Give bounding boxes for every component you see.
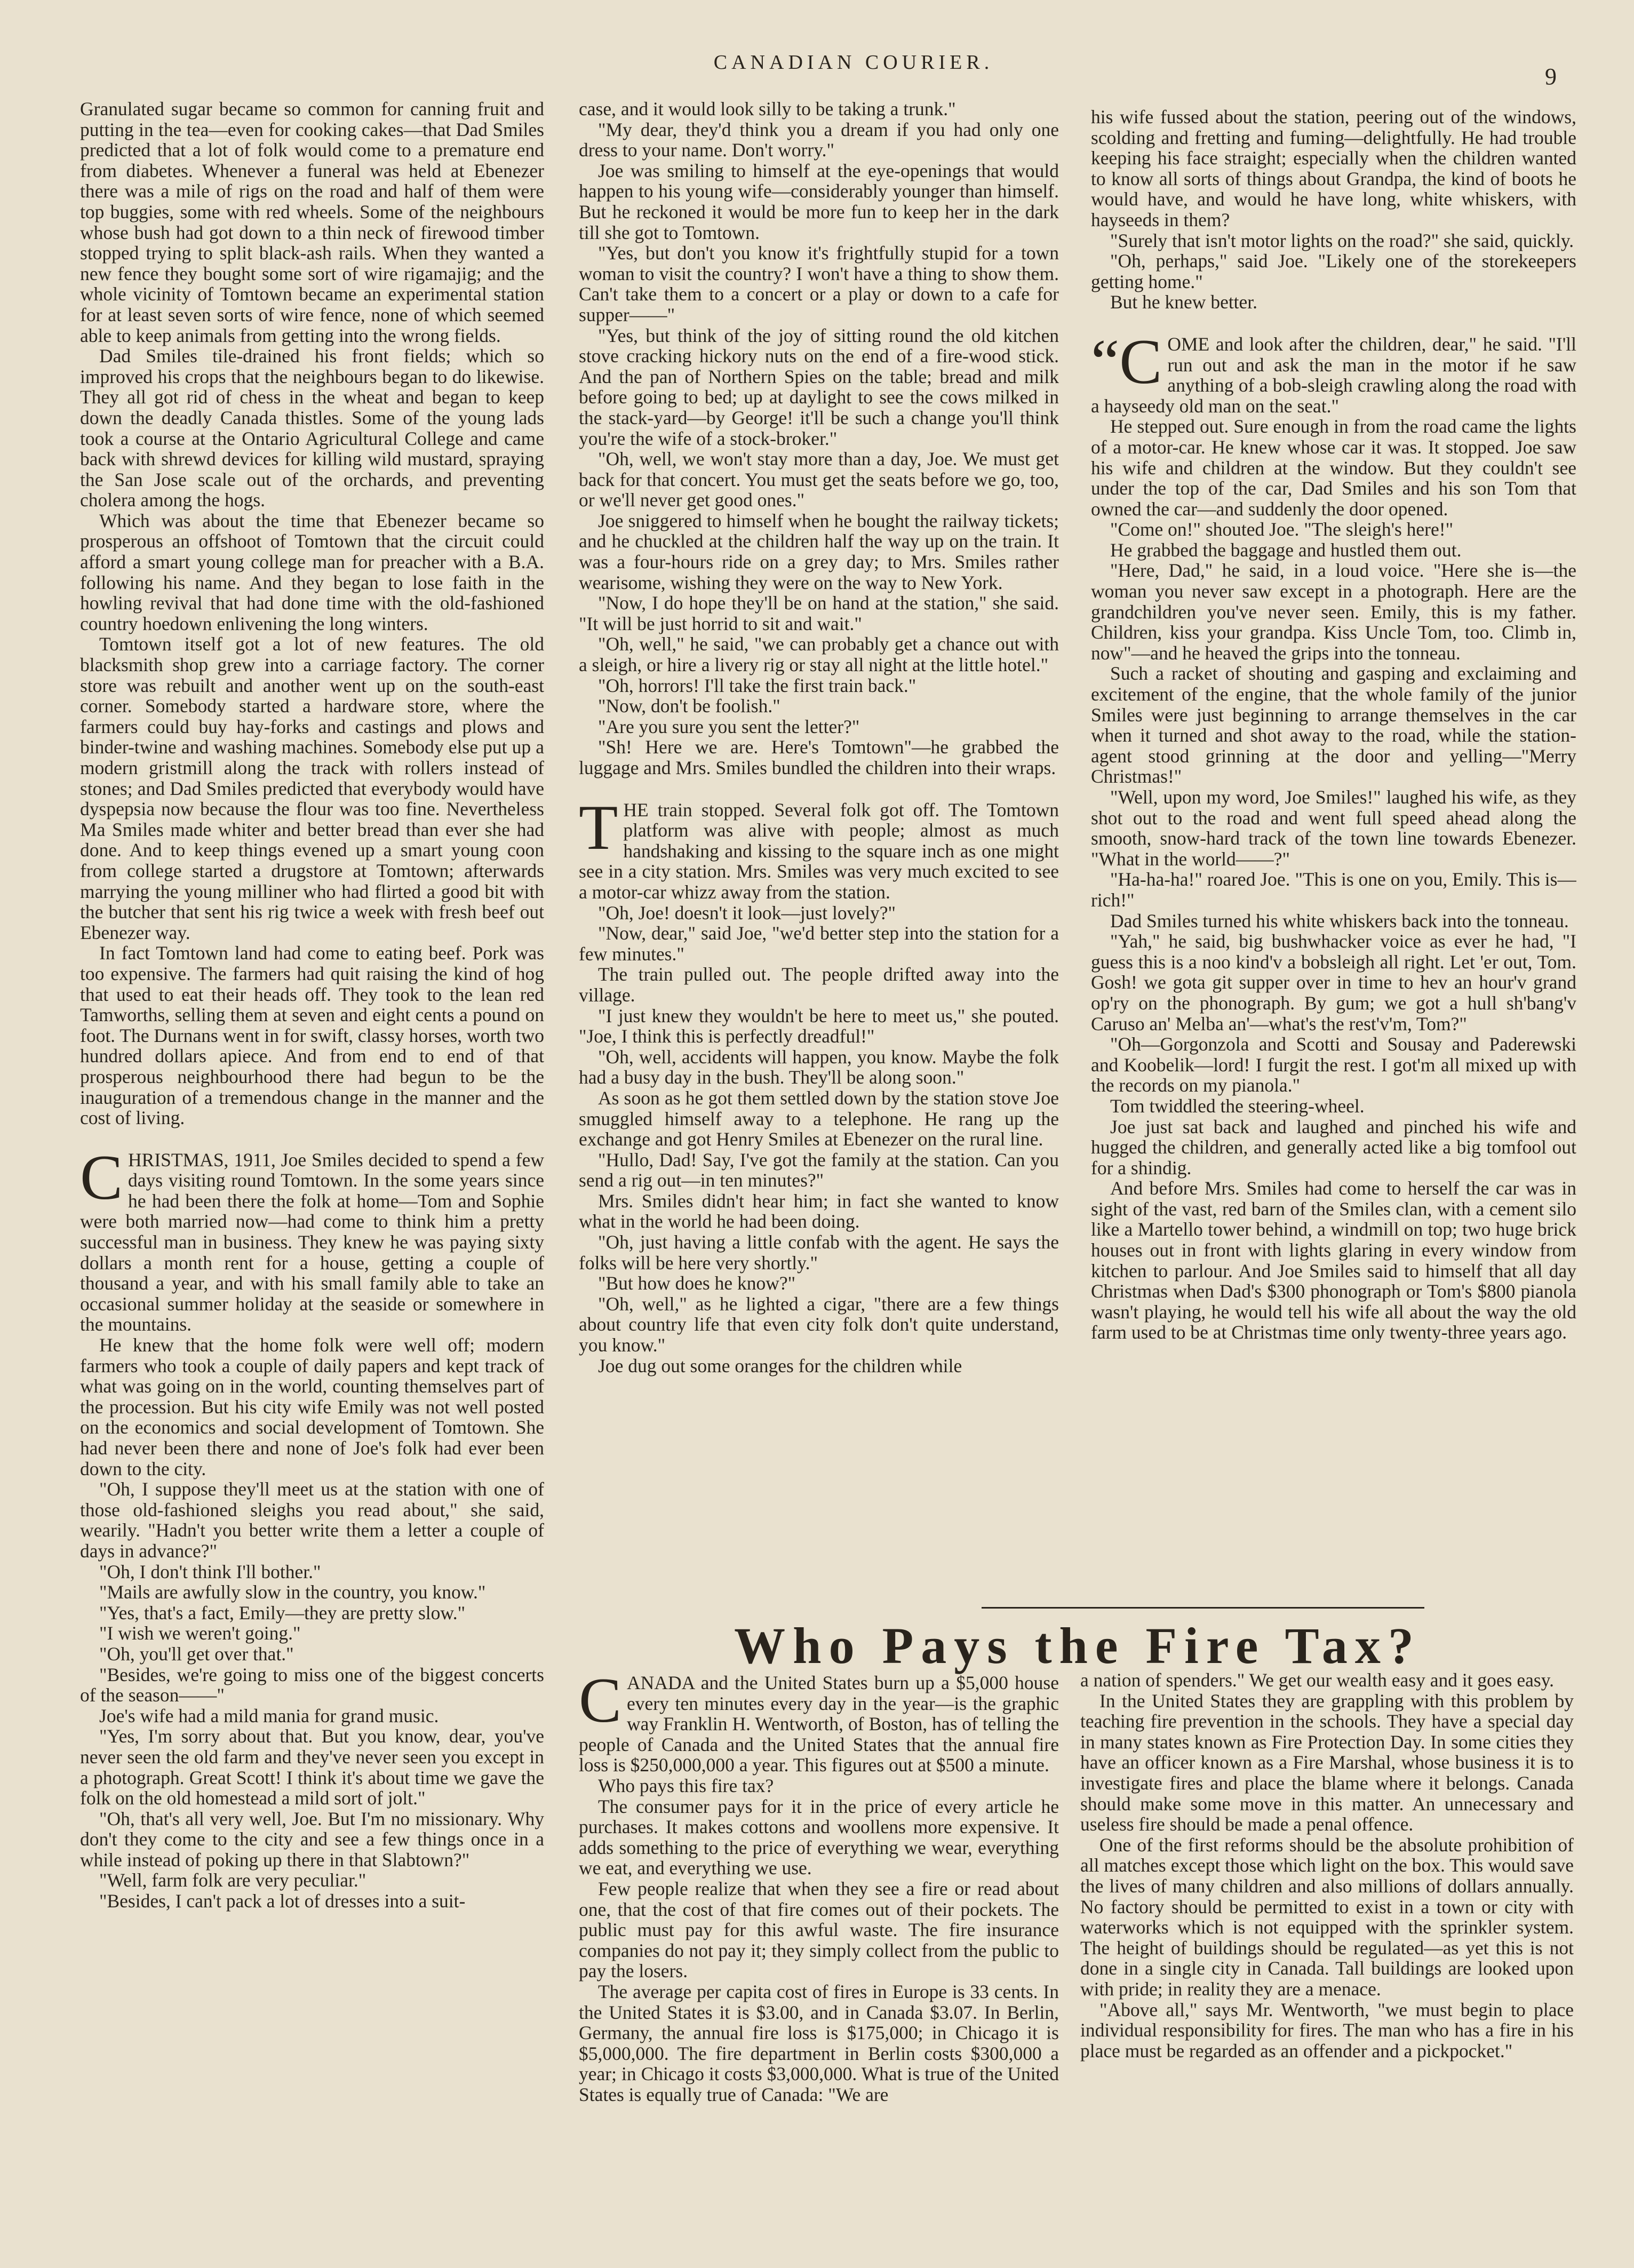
paragraph: Granulated sugar became so common for canning fruit and putting in the tea—even for cooking cakes—that Dad Smiles predicted that a lot of folk would come to a premature end from diabetes. Whenever a funeral was held at Ebenezer there was a mile of rigs on the road and half of them were top buggies, some with red wheels. Some of the neighbours whose bush had got down to a thin neck of firewood timber stopped trying to split black-ash rails. When they wanted a new fence they bought some sort of wire rigamajig; and the whole vicinity of Tomtown became an experimental station for at least seven sorts of wire fence, none of which seemed able to keep animals from getting into the wrong fields. — [80, 99, 544, 346]
paragraph: "Ha-ha-ha!" roared Joe. "This is one on you, Emily. This is—rich!" — [1091, 869, 1576, 911]
article-column-2 — [1080, 1670, 1574, 2235]
paragraph: "Here, Dad," he said, in a loud voice. "Here she is—the woman you never saw except in a photograph. Here are the grandchildren you've never seen. Emily, this is my father. Children, kiss your grandpa. Kiss Uncle Tom, too. Climb in, now"—and he heaved the grips into the tonneau. — [1091, 560, 1576, 664]
paragraph: "Oh, I suppose they'll meet us at the station with one of those old-fashioned sleighs you read about," she said, wearily. "Hadn't you better write them a letter a couple of days in advance?" — [80, 1478, 544, 1562]
article-column-1 — [579, 1673, 1059, 2238]
paragraph: his wife fussed about the station, peering out of the windows, scolding and fretting and fuming—delightfully. He had trouble keeping his face straight; especially when the children wanted to know all sorts of things about Grandpa, the kind of boots he would have, and would he have long, white whiskers, with hayseeds in them? — [1091, 107, 1576, 230]
paragraph: "Yes, but think of the joy of sitting round the old kitchen stove cracking hickory nuts on the end of a fire-wood stick. And the pan of Northern Spies on the table; bread and milk before going to bed; up at daylight to see the cows milked in the stack-yard—by George! it'll be such a change you'll think you're the wife of a stock-broker." — [579, 324, 1059, 449]
paragraph: Joe just sat back and laughed and pinched his wife and hugged the children, and generally acted like a big tomfool out for a shindig. — [1091, 1116, 1576, 1179]
paragraph: The average per capita cost of fires in Europe is 33 cents. In the United States it is $3.00, and in Canada $3.07. In Berlin, Germany, the annual fire loss is $175,000; in Chicago it is $5,000,000. The fire department in Berlin costs $300,000 a year; in Chicago it costs $3,000,000. What is true of the United States is equally true of Canada: "We are — [579, 1980, 1059, 2105]
story-column-2 — [579, 99, 1059, 1603]
drop-cap: C — [80, 1141, 123, 1213]
paragraph: "Now, dear," said Joe, "we'd better step into the station for a few minutes." — [579, 922, 1059, 965]
paragraph: "Yes, but don't you know it's frightfully stupid for a town woman to visit the country? I won't have a thing to show them. Can't take them to a concert or a play or down to a cafe for supper——" — [579, 242, 1059, 325]
paragraph: "Oh, well," he said, "we can probably get a chance out with a sleigh, or hire a livery rig or stay all night at the little hotel." — [579, 633, 1059, 676]
paragraph: "Oh, just having a little confab with the agent. He says the folks will be here very shortly." — [579, 1231, 1059, 1274]
section-text: ANADA and the United States burn up a $5,000 house every ten minutes every day in the year—is the graphic way Franklin H. Wentworth, of Boston, has of telling the people of Canada and the United States that the annual fire loss is $250,000,000 a year. This figures out at $500 a minute. — [579, 1673, 1059, 1776]
paragraph: In the United States they are grappling with this problem by teaching fire prevention in the schools. They have a special day in many states known as Fire Protection Day. In some cities they have an officer known as a Fire Marshal, whose business it is to investigate fires and place the blame where it belongs. Canada should make some move in this matter. An unnecessary and useless fire should be made a penal offence. — [1080, 1690, 1574, 1835]
paragraph: Dad Smiles turned his white whiskers back into the tonneau. — [1110, 910, 1569, 932]
paragraph: "I just knew they wouldn't be here to meet us," she pouted. "Joe, I think this is perfectly dreadful!" — [579, 1005, 1059, 1047]
paragraph: Such a racket of shouting and gasping and exclaiming and excitement of the engine, that the whole family of the junior Smiles were just beginning to arrange themselves in the car when it turned and shot away to the road, while the station-agent stood grinning at the door and yelling—"Merry Christmas!" — [1091, 663, 1576, 787]
paragraph: "Oh, horrors! I'll take the first train back." — [598, 674, 916, 696]
section-paragraph — [579, 791, 1059, 903]
paragraph: "Oh, you'll get over that." — [99, 1643, 294, 1665]
paragraph: Tom twiddled the steering-wheel. — [1110, 1095, 1365, 1117]
paragraph: "Oh—Gorgonzola and Scotti and Sousay and Paderewski and Koobelik—lord! I furgit the rest. I got'm all mixed up with the records on my pianola." — [1091, 1033, 1576, 1096]
paragraph: "Besides, I can't pack a lot of dresses into a suit- — [99, 1890, 466, 1912]
paragraph: "Are you sure you sent the letter?" — [598, 715, 860, 737]
paragraph: "But how does he know?" — [598, 1272, 796, 1294]
section-paragraph — [1091, 325, 1576, 417]
paragraph: "Now, I do hope they'll be on hand at the station," she said. "It will be just horrid to sit and wait." — [579, 592, 1059, 634]
drop-cap: T — [579, 791, 618, 863]
paragraph: "Surely that isn't motor lights on the road?" she said, quickly. — [1110, 229, 1574, 251]
paragraph: He knew that the home folk were well off; modern farmers who took a couple of daily papers and kept track of what was going on in the world, counting themselves part of the procession. But his city wife Emily was not well posted on the economics and social development of Tomtown. She had never been there and none of Joe's folk had ever been down to the city. — [80, 1334, 544, 1479]
paragraph: "Oh, well," as he lighted a cigar, "there are a few things about country life that even city folk don't quite understand, you know." — [579, 1293, 1059, 1356]
paragraph: "Oh, that's all very well, Joe. But I'm no missionary. Why don't they come to the city and see a few things once in a while instead of poking up there in that Slabtown?" — [80, 1808, 544, 1871]
paragraph: "Well, upon my word, Joe Smiles!" laughed his wife, as they shot out to the road and went full speed ahead along the smooth, snow-hard track of the town line towards Ebenezer. "What in the world——?" — [1091, 786, 1576, 870]
paragraph: Which was about the time that Ebenezer became so prosperous an offshoot of Tomtown that the circuit could afford a smart young college man for preacher with a B.A. following his name. And they began to lose faith in the howling revival that had done time with the old-fashioned country hoedown enlivening the long winters. — [80, 510, 544, 634]
paragraph: "Oh, perhaps," said Joe. "Likely one of the storekeepers getting home." — [1091, 250, 1576, 292]
section-paragraph — [579, 1673, 1059, 1776]
paragraph: Joe dug out some oranges for the children while — [598, 1355, 962, 1376]
section-divider — [982, 1607, 1424, 1609]
paragraph: case, and it would look silly to be taking a trunk." — [579, 99, 956, 120]
paragraph: "Come on!" shouted Joe. "The sleigh's here!" — [1110, 519, 1454, 540]
paragraph: "Well, farm folk are very peculiar." — [99, 1869, 366, 1891]
drop-cap: “C — [1091, 325, 1162, 397]
paragraph: As soon as he got them settled down by the station stove Joe smuggled himself away to a telephone. He rang up the exchange and got Henry Smiles at Ebenezer on the rural line. — [579, 1087, 1059, 1150]
paragraph: "Oh, Joe! doesn't it look—just lovely?" — [598, 902, 896, 924]
paragraph: Tomtown itself got a lot of new features. The old blacksmith shop grew into a carriage factory. The corner store was rebuilt and another went up on the south-east corner. Somebody started a hardware store, where the farmers could buy hay-forks and castings and plows and binder-twine and washing machines. Somebody else put up a modern gristmill along the track with rollers instead of stones; and Dad Smiles predicted that everybody would have dyspepsia now because the flour was too fine. Nevertheless Ma Smiles made whiter and better bread than ever she had done. And to keep things evened up a smart young coon from college started a drugstore at Tomtown; afterwards marrying the young milliner who had flirted a good bit with the butcher that sent his rig twice a week with fresh beef out Ebenezer way. — [80, 633, 544, 943]
paragraph: Dad Smiles tile-drained his front fields; which so improved his crops that the neighbours began to do likewise. They all got rid of chess in the wheat and began to keep down the deadly Canada thistles. Some of the young lads took a course at the Ontario Agricultural College and came back with shrewd devices for killing wild mustard, spraying the San Jose scale out of the orchards, and preventing cholera among the hogs. — [80, 345, 544, 511]
paragraph: "Now, don't be foolish." — [598, 695, 780, 717]
paragraph: Who pays this fire tax? — [598, 1774, 774, 1796]
paragraph: Joe was smiling to himself at the eye-openings that would happen to his young wife—considerably younger than himself. But he reckoned it would be more fun to keep her in the dark till she got to Tomtown. — [579, 160, 1059, 243]
paragraph: "My dear, they'd think you a dream if you had only one dress to your name. Don't worry." — [579, 118, 1059, 161]
paragraph: He grabbed the baggage and hustled them out. — [1110, 539, 1462, 561]
paragraph: "I wish we weren't going." — [99, 1622, 301, 1644]
paragraph: "Above all," says Mr. Wentworth, "we must begin to place individual responsibility for fires. The man who has a fire in his place must be regarded as an offender and a pickpocket." — [1080, 1999, 1574, 2062]
running-head: CANADIAN COURIER. — [713, 51, 994, 74]
paragraph: "Oh, I don't think I'll bother." — [99, 1561, 321, 1582]
paragraph: "Yah," he said, big bushwhacker voice as ever he had, "I guess this is a noo kind'v a bobsleigh all right. Let 'er out, Tom. Gosh! we gota git supper over in time to hev an hour'v grand op'ry on the phonograph. By gum; we got a hull sh'bang'v Caruso an' Melba an'—what's the rest'v'm, Tom?" — [1091, 930, 1576, 1034]
paragraph: In fact Tomtown land had come to eating beef. Pork was too expensive. The farmers had quit raising the kind of hog that used to eat their heads off. They took to the lean red Tamworths, selling them at seven and eight cents a pound on foot. The Durnans went in for swift, classy horses, worth two hundred dollars apiece. And from end to end of that prosperous neighbourhood there had begun to be the inauguration of a tremendous change in the manner and the cost of living. — [80, 942, 544, 1129]
section-paragraph — [80, 1141, 544, 1335]
paragraph: Joe's wife had a mild mania for grand music. — [99, 1705, 439, 1726]
paragraph: One of the first reforms should be the absolute prohibition of all matches except those which light on the box. This would save the lives of many children and also millions of dollars annually. No factory should be permitted to exist in a town or city with waterworks which is not equipped with the sprinkler system. The height of buildings should be regulated—as yet this is not done in a single city in Canada. Tall buildings are looked upon with pride; in reality they are a menace. — [1080, 1834, 1574, 2000]
paragraph: "Oh, well, we won't stay more than a day, Joe. We must get back for that concert. You must get the seats before we go, too, or we'll never get good ones." — [579, 448, 1059, 511]
section-text: HRISTMAS, 1911, Joe Smiles decided to spend a few days visiting round Tomtown. In the some years since he had been there the folk at home—Tom and Sophie were both married now—had come to think him a pretty successful man in business. They knew he was paying sixty dollars a month rent for a house, getting a couple of thousand a year, and with his small family able to take an occasional summer holiday at the seaside or somewhere in the mountains. — [80, 1149, 544, 1335]
paragraph: a nation of spenders." We get our wealth easy and it goes easy. — [1080, 1670, 1555, 1691]
paragraph: "Oh, well, accidents will happen, you know. Maybe the folk had a busy day in the bush. They'll be along soon." — [579, 1046, 1059, 1088]
paragraph: Few people realize that when they see a fire or read about one, that the cost of that fire comes out of their pockets. The public must pay for this awful waste. The fire insurance companies do not pay it; they simply collect from the public to pay the losers. — [579, 1877, 1059, 1982]
paragraph: And before Mrs. Smiles had come to herself the car was in sight of the vast, red barn of the Smiles clan, with a cement silo like a Martello tower behind, a windmill on top; two huge brick houses out in front with lights glaring in every window from kitchen to parlour. And Joe Smiles said to himself that all day Christmas when Dad's $300 phonograph or Tom's $800 pianola wasn't playing, he would tell his wife all about the way the old farm used to be at Christmas time only twenty-three years ago. — [1091, 1177, 1576, 1343]
paragraph: "Mails are awfully slow in the country, you know." — [99, 1581, 486, 1603]
paragraph: Joe sniggered to himself when he bought the railway tickets; and he chuckled at the children half the way up on the train. It was a four-hours ride on a grey day; to Mrs. Smiles rather wearisome, wishing they were on the way to New York. — [579, 510, 1059, 593]
paragraph: "Sh! Here we are. Here's Tomtown"—he grabbed the luggage and Mrs. Smiles bundled the children into their wraps. — [579, 736, 1059, 778]
paragraph: Mrs. Smiles didn't hear him; in fact she wanted to know what in the world he had been doing. — [579, 1190, 1059, 1232]
paragraph: But he knew better. — [1110, 291, 1258, 313]
paragraph: "Yes, that's a fact, Emily—they are pretty slow." — [99, 1602, 466, 1624]
drop-cap: C — [579, 1673, 622, 1736]
page-number: 9 — [1545, 63, 1557, 90]
story-column-3 — [1091, 107, 1576, 1611]
section-text: OME and look after the children, dear," he said. "I'll run out and ask the man in the motor if he saw anything of a bob-sleigh crawling along the road with a hayseedy old man on the seat." — [1091, 333, 1576, 417]
paragraph: "Hullo, Dad! Say, I've got the family at the station. Can you send a rig out—in ten minutes?" — [579, 1149, 1059, 1191]
paragraph: The consumer pays for it in the price of every article he purchases. It makes cottons and woollens more expensive. It adds something to the price of everything we wear, everything we eat, and everything we use. — [579, 1795, 1059, 1879]
paragraph: "Besides, we're going to miss one of the biggest concerts of the season——" — [80, 1664, 544, 1706]
paragraph: The train pulled out. The people drifted away into the village. — [579, 964, 1059, 1006]
article-headline: Who Pays the Fire Tax? — [734, 1617, 1421, 1674]
section-text: HE train stopped. Several folk got off. The Tomtown platform was alive with people; almost as much handshaking and kissing to the square inch as one might see in a city station. Mrs. Smiles was very much excited to see a motor-car whizz away from the station. — [579, 799, 1059, 903]
paragraph: "Yes, I'm sorry about that. But you know, dear, you've never seen the old farm and they've never seen you except in a photograph. Great Scott! I think it's about time we gave the folk on the old homestead a mild sort of jolt." — [80, 1725, 544, 1809]
paragraph: He stepped out. Sure enough in from the road came the lights of a motor-car. He knew whose car it was. It stopped. Joe saw his wife and children at the window. But they couldn't see under the top of the car, Dad Smiles and his son Tom that owned the car—and suddenly the door opened. — [1091, 416, 1576, 520]
story-column-1 — [80, 99, 544, 2238]
